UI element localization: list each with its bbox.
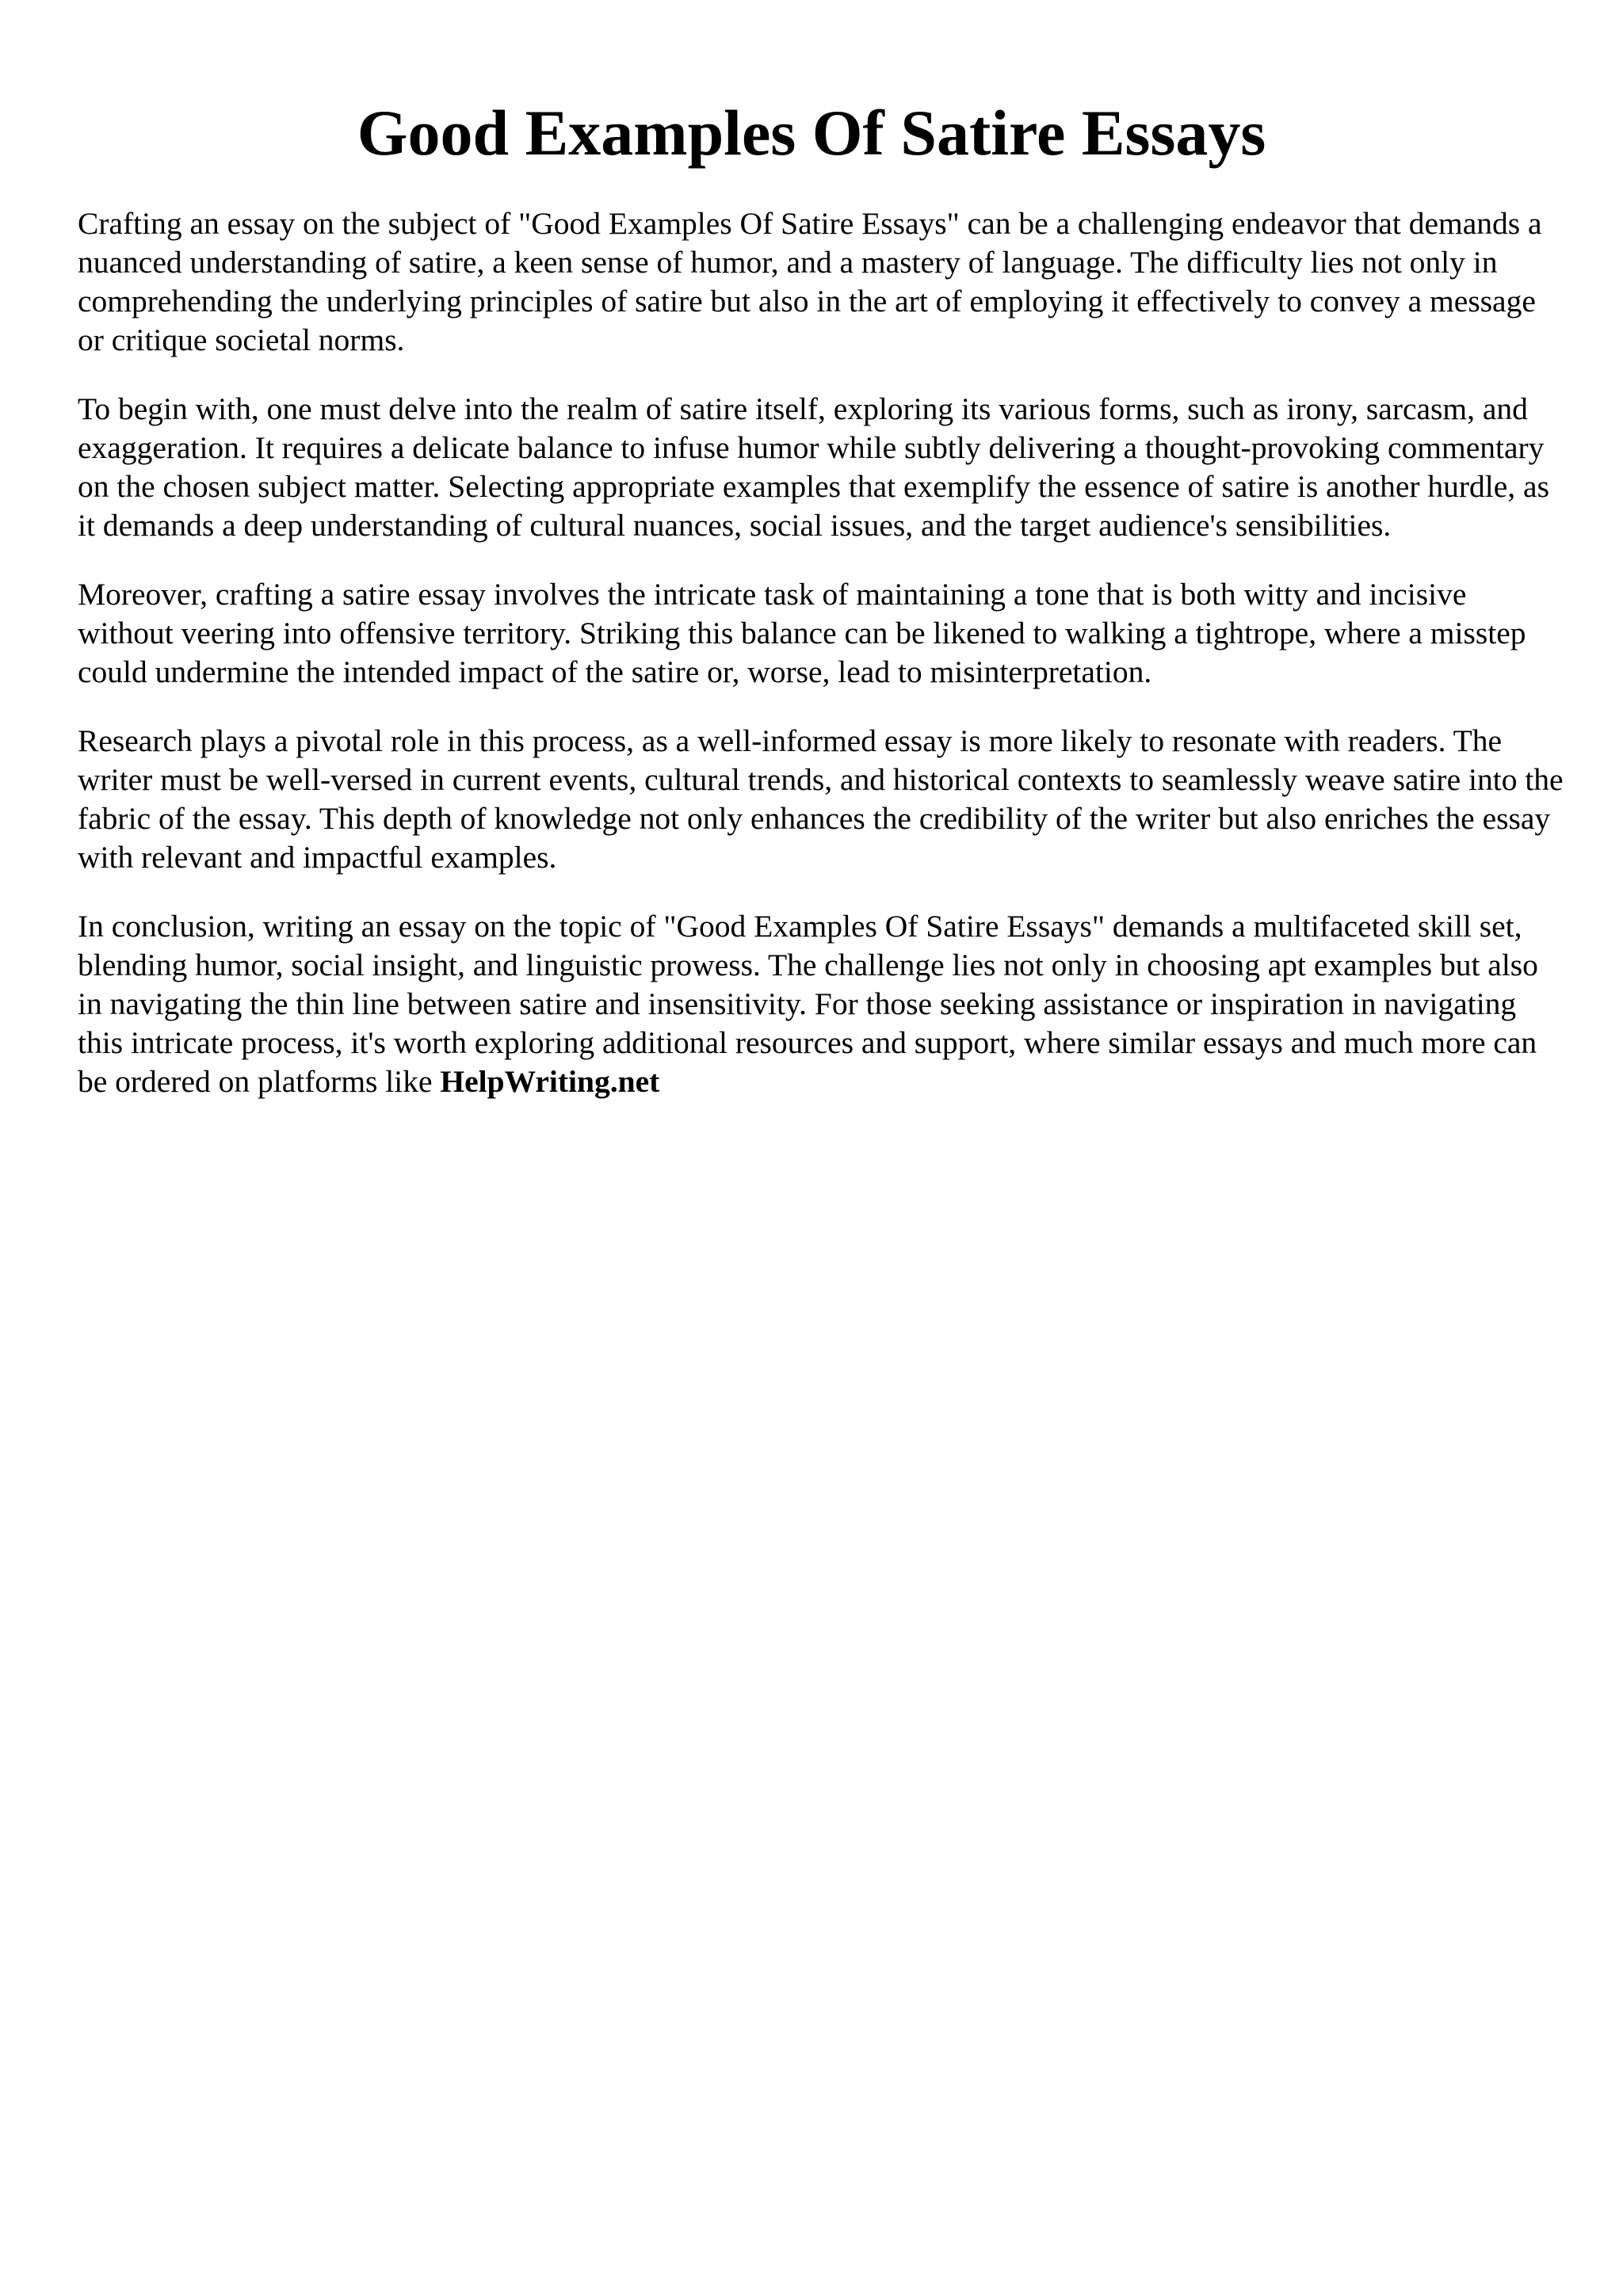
paragraph-conclusion	[78, 907, 1568, 1101]
document-title: Good Examples Of Satire Essays	[357, 97, 1266, 169]
paragraph-tone: Moreover, crafting a satire essay involves the intricate task of maintaining a tone that is both witty and incisive without veering into offensive territory. Striking this balance can be likened to walking a tightrope, where a misstep could undermine the intended impact of the satire or, worse, lead to misinterpretation.	[78, 577, 1526, 689]
document-body	[78, 204, 1568, 1131]
paragraph-forms: To begin with, one must delve into the realm of satire itself, exploring its various forms, such as irony, sarcasm, and exaggeration. It requires a delicate balance to infuse humor while subtly delivering a thought-provoking commentary on the chosen subject matter. Selecting appropriate examples that exemplify the essence of satire is another hurdle, as it demands a deep understanding of cultural nuances, social issues, and the target audience's sensibilities.	[78, 391, 1549, 543]
helpwriting-link[interactable]: HelpWriting.net	[440, 1064, 660, 1099]
paragraph-research: Research plays a pivotal role in this process, as a well-informed essay is more likely to resonate with readers. The writer must be well-versed in current events, cultural trends, and historical contexts to seamlessly weave satire into the fabric of the essay. This depth of knowledge not only enhances the credibility of the writer but also enriches the essay with relevant and impactful examples.	[78, 723, 1564, 875]
conclusion-text: In conclusion, writing an essay on the topic of "Good Examples Of Satire Essays" demands a multifaceted skill set, blending humor, social insight, and linguistic prowess. The challenge lies not only in choosing apt examples but also in navigating the thin line between satire and insensitivity. For those seeking assistance or inspiration in navigating this intricate process, it's worth exploring additional resources and support, where similar essays and much more can be ordered on platforms like	[78, 909, 1538, 1099]
paragraph-intro: Crafting an essay on the subject of "Good Examples Of Satire Essays" can be a challenging endeavor that demands a nuanced understanding of satire, a keen sense of humor, and a mastery of language. The difficulty lies not only in comprehending the underlying principles of satire but also in the art of employing it effectively to convey a message or critique societal norms.	[78, 206, 1542, 357]
